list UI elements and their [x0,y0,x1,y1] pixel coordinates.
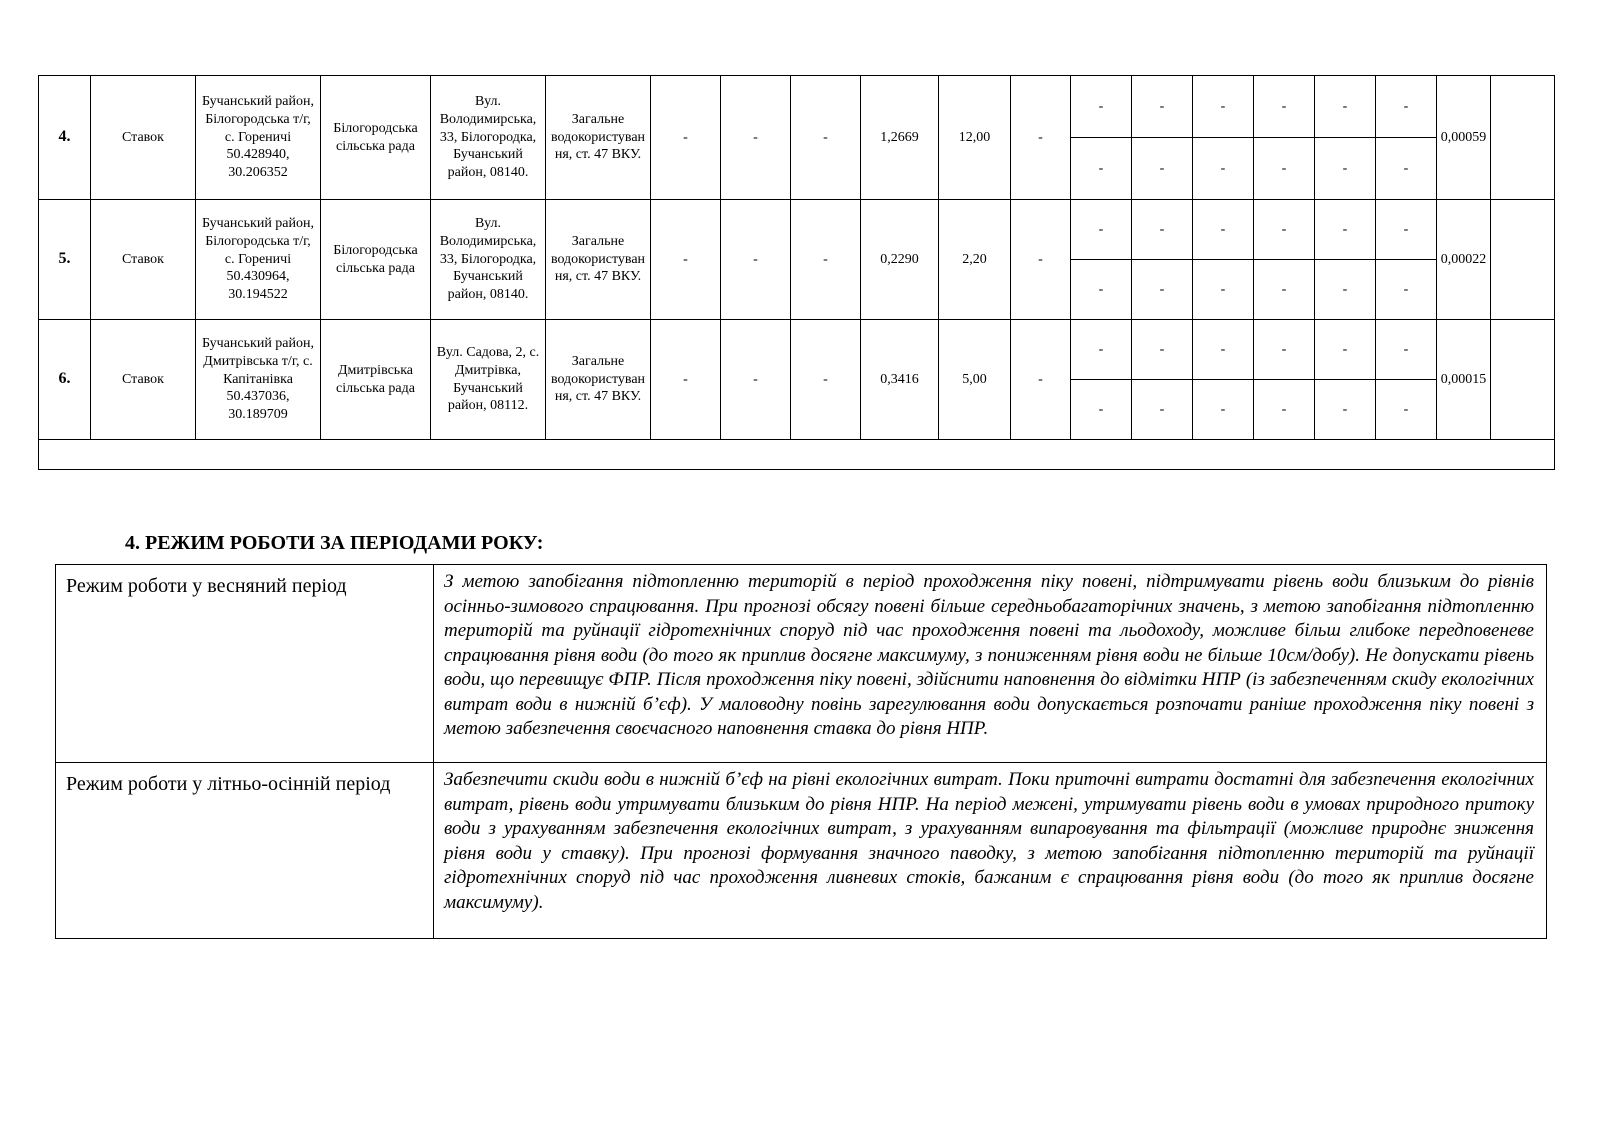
empty-row-group [39,440,1555,470]
cell-location: Бучанський район, Дмитрівська т/г, с. Капітанівка 50.437036, 30.189709 [196,320,321,440]
dash-cell: - [721,320,791,440]
dash-cell: - [651,200,721,320]
cell-object-type: Ставок [91,200,196,320]
value-cell: 5,00 [939,320,1011,440]
dash-cell: - [1011,320,1071,440]
dash-cell: - [1193,138,1254,200]
value-cell: 1,2669 [861,76,939,200]
dash-cell: - [1254,320,1315,380]
dash-cell: - [1193,320,1254,380]
dash-cell: - [1254,138,1315,200]
dash-cell: - [1376,138,1437,200]
pond-row-group [39,320,1555,440]
dash-cell: - [1071,320,1132,380]
empty-cell [1491,200,1555,320]
dash-cell: - [791,200,861,320]
ponds-registry-table [38,75,1555,470]
dash-cell: - [1071,260,1132,320]
dash-cell: - [1376,320,1437,380]
dash-cell: - [1376,76,1437,138]
dash-cell: - [721,200,791,320]
dash-cell: - [1254,380,1315,440]
dash-cell: - [1132,320,1193,380]
dash-cell: - [791,76,861,200]
table-row [39,76,1555,138]
dash-cell: - [1193,380,1254,440]
dash-cell: - [1376,380,1437,440]
pond-row-group [39,76,1555,200]
dash-cell: - [1132,76,1193,138]
cell-object-type: Ставок [91,320,196,440]
cell-council: Білогородська сільська рада [321,76,431,200]
pond-row-group [39,200,1555,320]
empty-row [39,440,1555,470]
value-cell: 0,00059 [1437,76,1491,200]
dash-cell: - [1254,260,1315,320]
dash-cell: - [1011,200,1071,320]
section-heading: 4. РЕЖИМ РОБОТИ ЗА ПЕРІОДАМИ РОКУ: [125,532,544,554]
value-cell: 0,2290 [861,200,939,320]
empty-cell [1491,76,1555,200]
dash-cell: - [1071,380,1132,440]
mode-period-label: Режим роботи у весняний період [56,565,434,763]
dash-cell: - [1132,380,1193,440]
dash-cell: - [651,76,721,200]
dash-cell: - [1193,260,1254,320]
dash-cell: - [1254,76,1315,138]
dash-cell: - [1071,76,1132,138]
dash-cell: - [1376,260,1437,320]
dash-cell: - [1193,76,1254,138]
cell-water-use: Загальне водокористування, ст. 47 ВКУ. [546,320,651,440]
mode-description: Забезпечити скиди води в нижній б’єф на рівні екологічних витрат. Поки приточні витрати достатні для забезпечення екологічних витрат, рівень води утримувати близьким до рівня НПР. На період межені, утримувати рівень води в умовах природного притоку води з урахуванням забезпечення екологічних витрат, з урахуванням випаровування та фільтрації (можливе природнє зниження рівня води у ставку). При прогнозі формування значного паводку, з метою запобігання підтопленню територій та руйнації гідротехнічних споруд під час проходження ливневих стоків, бажаним є спрацювання рівня води (до того як приплив досягне максимуму). [434,763,1547,939]
empty-cell [39,440,1555,470]
empty-cell [1491,320,1555,440]
value-cell: 0,00015 [1437,320,1491,440]
value-cell: 0,3416 [861,320,939,440]
table-row [39,200,1555,260]
cell-object-type: Ставок [91,76,196,200]
dash-cell: - [721,76,791,200]
dash-cell: - [1132,260,1193,320]
cell-council: Білогородська сільська рада [321,200,431,320]
dash-cell: - [1315,200,1376,260]
cell-address: Вул. Володимирська, 33, Білогородка, Бучанський район, 08140. [431,76,546,200]
mode-row-spring [56,565,1547,763]
mode-period-label: Режим роботи у літньо-осінній період [56,763,434,939]
dash-cell: - [1132,138,1193,200]
dash-cell: - [1315,260,1376,320]
dash-cell: - [1071,200,1132,260]
dash-cell: - [1315,76,1376,138]
value-cell: 0,00022 [1437,200,1491,320]
dash-cell: - [1193,200,1254,260]
dash-cell: - [1071,138,1132,200]
cell-water-use: Загальне водокористування, ст. 47 ВКУ. [546,76,651,200]
cell-location: Бучанський район, Білогородська т/г, с. Гореничі 50.430964, 30.194522 [196,200,321,320]
mode-row-summer-autumn [56,763,1547,939]
dash-cell: - [1315,380,1376,440]
dash-cell: - [1132,200,1193,260]
value-cell: 2,20 [939,200,1011,320]
dash-cell: - [1254,200,1315,260]
table-row [39,320,1555,380]
cell-address: Вул. Володимирська, 33, Білогородка, Бучанський район, 08140. [431,200,546,320]
cell-row-number: 6. [39,320,91,440]
mode-description: З метою запобігання підтопленню територій в період проходження піку повені, підтримувати рівень води близьким до рівнів осінньо-зимового спрацювання. При прогнозі обсягу повені більше середньобагаторічних значень, з метою запобігання підтопленню територій та руйнації гідротехнічних споруд під час проходження повені та льодоходу, можливе більш глибоке передповеневе спрацювання рівня води (до того як приплив досягне максимуму, з пониженням рівня води не більше 10см/добу). Не допускати рівень води, що перевищує ФПР. Після проходження піку повені, здійснити наповнення до відмітки НПР (із забезпеченням скиду екологічних витрат води в нижній б’єф). У маловодну повінь зарегулювання води допускається розпочати раніше проходження піку повені з метою забезпечення своєчасного наповнення ставка до рівня НПР. [434,565,1547,763]
cell-row-number: 5. [39,200,91,320]
value-cell: 12,00 [939,76,1011,200]
dash-cell: - [791,320,861,440]
cell-water-use: Загальне водокористування, ст. 47 ВКУ. [546,200,651,320]
dash-cell: - [1011,76,1071,200]
dash-cell: - [1315,320,1376,380]
dash-cell: - [1315,138,1376,200]
dash-cell: - [1376,200,1437,260]
dash-cell: - [651,320,721,440]
cell-address: Вул. Садова, 2, с. Дмитрівка, Бучанський район, 08112. [431,320,546,440]
cell-location: Бучанський район, Білогородська т/г, с. Гореничі 50.428940, 30.206352 [196,76,321,200]
cell-council: Дмитрівська сільська рада [321,320,431,440]
operating-modes-table [55,564,1547,939]
cell-row-number: 4. [39,76,91,200]
